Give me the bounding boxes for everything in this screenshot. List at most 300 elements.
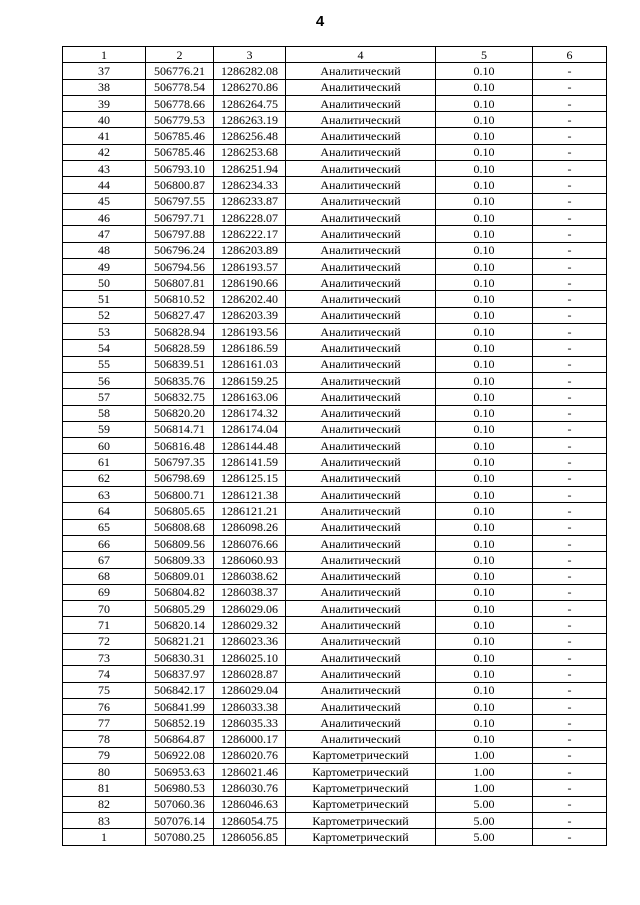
point-number-cell: 64 xyxy=(63,503,146,519)
accuracy-cell: 0.10 xyxy=(436,226,533,242)
y-coordinate-cell: 1286203.39 xyxy=(214,307,286,323)
accuracy-cell: 0.10 xyxy=(436,291,533,307)
note-cell: - xyxy=(533,503,607,519)
y-coordinate-cell: 1286144.48 xyxy=(214,438,286,454)
y-coordinate-cell: 1286251.94 xyxy=(214,161,286,177)
note-cell: - xyxy=(533,291,607,307)
table-row xyxy=(63,584,607,600)
method-cell: Аналитический xyxy=(286,79,436,95)
table-row xyxy=(63,812,607,828)
accuracy-cell: 0.10 xyxy=(436,731,533,747)
method-cell: Аналитический xyxy=(286,601,436,617)
y-coordinate-cell: 1286202.40 xyxy=(214,291,286,307)
note-cell: - xyxy=(533,144,607,160)
note-cell: - xyxy=(533,177,607,193)
accuracy-cell: 0.10 xyxy=(436,584,533,600)
x-coordinate-cell: 506816.48 xyxy=(146,438,214,454)
y-coordinate-cell: 1286174.32 xyxy=(214,405,286,421)
point-number-cell: 58 xyxy=(63,405,146,421)
column-header: 2 xyxy=(146,47,214,63)
note-cell: - xyxy=(533,487,607,503)
table-body xyxy=(63,63,607,845)
y-coordinate-cell: 1286193.56 xyxy=(214,324,286,340)
accuracy-cell: 0.10 xyxy=(436,112,533,128)
method-cell: Аналитический xyxy=(286,568,436,584)
accuracy-cell: 0.10 xyxy=(436,372,533,388)
method-cell: Аналитический xyxy=(286,487,436,503)
point-number-cell: 69 xyxy=(63,584,146,600)
note-cell: - xyxy=(533,226,607,242)
method-cell: Аналитический xyxy=(286,63,436,79)
y-coordinate-cell: 1286035.33 xyxy=(214,715,286,731)
note-cell: - xyxy=(533,584,607,600)
column-header: 4 xyxy=(286,47,436,63)
point-number-cell: 79 xyxy=(63,747,146,763)
note-cell: - xyxy=(533,601,607,617)
y-coordinate-cell: 1286256.48 xyxy=(214,128,286,144)
method-cell: Аналитический xyxy=(286,291,436,307)
accuracy-cell: 0.10 xyxy=(436,258,533,274)
x-coordinate-cell: 506798.69 xyxy=(146,470,214,486)
point-number-cell: 42 xyxy=(63,144,146,160)
y-coordinate-cell: 1286264.75 xyxy=(214,95,286,111)
y-coordinate-cell: 1286222.17 xyxy=(214,226,286,242)
x-coordinate-cell: 506800.71 xyxy=(146,487,214,503)
y-coordinate-cell: 1286203.89 xyxy=(214,242,286,258)
y-coordinate-cell: 1286228.07 xyxy=(214,209,286,225)
table-row xyxy=(63,340,607,356)
x-coordinate-cell: 506797.55 xyxy=(146,193,214,209)
table-row xyxy=(63,617,607,633)
note-cell: - xyxy=(533,193,607,209)
point-number-cell: 55 xyxy=(63,356,146,372)
point-number-cell: 83 xyxy=(63,812,146,828)
x-coordinate-cell: 507076.14 xyxy=(146,812,214,828)
note-cell: - xyxy=(533,649,607,665)
y-coordinate-cell: 1286029.32 xyxy=(214,617,286,633)
table-row xyxy=(63,649,607,665)
accuracy-cell: 0.10 xyxy=(436,307,533,323)
x-coordinate-cell: 506797.71 xyxy=(146,209,214,225)
note-cell: - xyxy=(533,438,607,454)
y-coordinate-cell: 1286121.21 xyxy=(214,503,286,519)
y-coordinate-cell: 1286028.87 xyxy=(214,666,286,682)
x-coordinate-cell: 507060.36 xyxy=(146,796,214,812)
method-cell: Картометрический xyxy=(286,747,436,763)
x-coordinate-cell: 506820.14 xyxy=(146,617,214,633)
table-row xyxy=(63,291,607,307)
table-row xyxy=(63,128,607,144)
note-cell: - xyxy=(533,780,607,796)
x-coordinate-cell: 506832.75 xyxy=(146,389,214,405)
note-cell: - xyxy=(533,258,607,274)
table-row xyxy=(63,242,607,258)
note-cell: - xyxy=(533,324,607,340)
table-row xyxy=(63,633,607,649)
accuracy-cell: 0.10 xyxy=(436,454,533,470)
point-number-cell: 63 xyxy=(63,487,146,503)
note-cell: - xyxy=(533,242,607,258)
method-cell: Аналитический xyxy=(286,438,436,454)
y-coordinate-cell: 1286190.66 xyxy=(214,275,286,291)
method-cell: Аналитический xyxy=(286,258,436,274)
note-cell: - xyxy=(533,161,607,177)
x-coordinate-cell: 506778.66 xyxy=(146,95,214,111)
method-cell: Аналитический xyxy=(286,519,436,535)
y-coordinate-cell: 1286046.63 xyxy=(214,796,286,812)
accuracy-cell: 1.00 xyxy=(436,764,533,780)
point-number-cell: 49 xyxy=(63,258,146,274)
point-number-cell: 51 xyxy=(63,291,146,307)
point-number-cell: 1 xyxy=(63,829,146,845)
x-coordinate-cell: 506821.21 xyxy=(146,633,214,649)
point-number-cell: 37 xyxy=(63,63,146,79)
method-cell: Аналитический xyxy=(286,617,436,633)
x-coordinate-cell: 506953.63 xyxy=(146,764,214,780)
point-number-cell: 77 xyxy=(63,715,146,731)
x-coordinate-cell: 506820.20 xyxy=(146,405,214,421)
column-header: 6 xyxy=(533,47,607,63)
method-cell: Аналитический xyxy=(286,454,436,470)
table-row xyxy=(63,307,607,323)
x-coordinate-cell: 506785.46 xyxy=(146,144,214,160)
note-cell: - xyxy=(533,617,607,633)
x-coordinate-cell: 506785.46 xyxy=(146,128,214,144)
note-cell: - xyxy=(533,128,607,144)
note-cell: - xyxy=(533,519,607,535)
table-row xyxy=(63,95,607,111)
y-coordinate-cell: 1286054.75 xyxy=(214,812,286,828)
y-coordinate-cell: 1286163.06 xyxy=(214,389,286,405)
point-number-cell: 46 xyxy=(63,209,146,225)
x-coordinate-cell: 506796.24 xyxy=(146,242,214,258)
y-coordinate-cell: 1286060.93 xyxy=(214,552,286,568)
method-cell: Аналитический xyxy=(286,161,436,177)
note-cell: - xyxy=(533,421,607,437)
x-coordinate-cell: 506980.53 xyxy=(146,780,214,796)
y-coordinate-cell: 1286029.06 xyxy=(214,601,286,617)
point-number-cell: 81 xyxy=(63,780,146,796)
method-cell: Аналитический xyxy=(286,633,436,649)
y-coordinate-cell: 1286263.19 xyxy=(214,112,286,128)
note-cell: - xyxy=(533,405,607,421)
note-cell: - xyxy=(533,796,607,812)
accuracy-cell: 1.00 xyxy=(436,747,533,763)
method-cell: Аналитический xyxy=(286,584,436,600)
accuracy-cell: 0.10 xyxy=(436,633,533,649)
table-row xyxy=(63,503,607,519)
method-cell: Аналитический xyxy=(286,715,436,731)
accuracy-cell: 0.10 xyxy=(436,193,533,209)
accuracy-cell: 0.10 xyxy=(436,601,533,617)
x-coordinate-cell: 506809.56 xyxy=(146,535,214,551)
table-row xyxy=(63,764,607,780)
note-cell: - xyxy=(533,633,607,649)
accuracy-cell: 0.10 xyxy=(436,128,533,144)
note-cell: - xyxy=(533,764,607,780)
note-cell: - xyxy=(533,698,607,714)
note-cell: - xyxy=(533,79,607,95)
point-number-cell: 70 xyxy=(63,601,146,617)
point-number-cell: 74 xyxy=(63,666,146,682)
method-cell: Аналитический xyxy=(286,128,436,144)
y-coordinate-cell: 1286056.85 xyxy=(214,829,286,845)
x-coordinate-cell: 506922.08 xyxy=(146,747,214,763)
x-coordinate-cell: 506864.87 xyxy=(146,731,214,747)
accuracy-cell: 0.10 xyxy=(436,682,533,698)
accuracy-cell: 0.10 xyxy=(436,389,533,405)
y-coordinate-cell: 1286033.38 xyxy=(214,698,286,714)
table-row xyxy=(63,324,607,340)
x-coordinate-cell: 506827.47 xyxy=(146,307,214,323)
accuracy-cell: 0.10 xyxy=(436,649,533,665)
y-coordinate-cell: 1286121.38 xyxy=(214,487,286,503)
accuracy-cell: 5.00 xyxy=(436,796,533,812)
y-coordinate-cell: 1286233.87 xyxy=(214,193,286,209)
x-coordinate-cell: 507080.25 xyxy=(146,829,214,845)
y-coordinate-cell: 1286141.59 xyxy=(214,454,286,470)
x-coordinate-cell: 506830.31 xyxy=(146,649,214,665)
accuracy-cell: 0.10 xyxy=(436,535,533,551)
note-cell: - xyxy=(533,470,607,486)
note-cell: - xyxy=(533,552,607,568)
y-coordinate-cell: 1286098.26 xyxy=(214,519,286,535)
point-number-cell: 47 xyxy=(63,226,146,242)
table-row xyxy=(63,698,607,714)
accuracy-cell: 0.10 xyxy=(436,161,533,177)
method-cell: Картометрический xyxy=(286,764,436,780)
method-cell: Картометрический xyxy=(286,829,436,845)
x-coordinate-cell: 506797.35 xyxy=(146,454,214,470)
table-row xyxy=(63,454,607,470)
note-cell: - xyxy=(533,682,607,698)
x-coordinate-cell: 506779.53 xyxy=(146,112,214,128)
accuracy-cell: 0.10 xyxy=(436,209,533,225)
accuracy-cell: 0.10 xyxy=(436,324,533,340)
point-number-cell: 71 xyxy=(63,617,146,633)
point-number-cell: 78 xyxy=(63,731,146,747)
table-row xyxy=(63,487,607,503)
y-coordinate-cell: 1286030.76 xyxy=(214,780,286,796)
table-row xyxy=(63,519,607,535)
note-cell: - xyxy=(533,356,607,372)
y-coordinate-cell: 1286023.36 xyxy=(214,633,286,649)
accuracy-cell: 0.10 xyxy=(436,356,533,372)
y-coordinate-cell: 1286038.62 xyxy=(214,568,286,584)
x-coordinate-cell: 506800.87 xyxy=(146,177,214,193)
x-coordinate-cell: 506810.52 xyxy=(146,291,214,307)
point-number-cell: 48 xyxy=(63,242,146,258)
y-coordinate-cell: 1286270.86 xyxy=(214,79,286,95)
table-row xyxy=(63,470,607,486)
table-row xyxy=(63,112,607,128)
x-coordinate-cell: 506805.65 xyxy=(146,503,214,519)
table-row xyxy=(63,666,607,682)
method-cell: Аналитический xyxy=(286,552,436,568)
method-cell: Аналитический xyxy=(286,324,436,340)
point-number-cell: 66 xyxy=(63,535,146,551)
note-cell: - xyxy=(533,812,607,828)
point-number-cell: 60 xyxy=(63,438,146,454)
note-cell: - xyxy=(533,307,607,323)
method-cell: Аналитический xyxy=(286,226,436,242)
note-cell: - xyxy=(533,731,607,747)
table-row xyxy=(63,829,607,845)
point-number-cell: 41 xyxy=(63,128,146,144)
note-cell: - xyxy=(533,340,607,356)
point-number-cell: 67 xyxy=(63,552,146,568)
method-cell: Аналитический xyxy=(286,649,436,665)
accuracy-cell: 5.00 xyxy=(436,829,533,845)
x-coordinate-cell: 506793.10 xyxy=(146,161,214,177)
table-row xyxy=(63,405,607,421)
table-row xyxy=(63,780,607,796)
method-cell: Аналитический xyxy=(286,503,436,519)
note-cell: - xyxy=(533,747,607,763)
point-number-cell: 39 xyxy=(63,95,146,111)
table-row xyxy=(63,601,607,617)
accuracy-cell: 5.00 xyxy=(436,812,533,828)
accuracy-cell: 0.10 xyxy=(436,698,533,714)
point-number-cell: 61 xyxy=(63,454,146,470)
note-cell: - xyxy=(533,666,607,682)
x-coordinate-cell: 506842.17 xyxy=(146,682,214,698)
table-row xyxy=(63,796,607,812)
accuracy-cell: 0.10 xyxy=(436,503,533,519)
table-row xyxy=(63,144,607,160)
point-number-cell: 57 xyxy=(63,389,146,405)
table-header-row xyxy=(63,47,607,63)
y-coordinate-cell: 1286021.46 xyxy=(214,764,286,780)
method-cell: Аналитический xyxy=(286,731,436,747)
accuracy-cell: 0.10 xyxy=(436,242,533,258)
accuracy-cell: 0.10 xyxy=(436,617,533,633)
accuracy-cell: 0.10 xyxy=(436,275,533,291)
method-cell: Аналитический xyxy=(286,405,436,421)
accuracy-cell: 0.10 xyxy=(436,568,533,584)
y-coordinate-cell: 1286020.76 xyxy=(214,747,286,763)
accuracy-cell: 1.00 xyxy=(436,780,533,796)
table-row xyxy=(63,568,607,584)
method-cell: Аналитический xyxy=(286,356,436,372)
method-cell: Аналитический xyxy=(286,389,436,405)
note-cell: - xyxy=(533,275,607,291)
x-coordinate-cell: 506809.33 xyxy=(146,552,214,568)
accuracy-cell: 0.10 xyxy=(436,340,533,356)
note-cell: - xyxy=(533,829,607,845)
accuracy-cell: 0.10 xyxy=(436,95,533,111)
table-row xyxy=(63,372,607,388)
point-number-cell: 45 xyxy=(63,193,146,209)
x-coordinate-cell: 506852.19 xyxy=(146,715,214,731)
point-number-cell: 40 xyxy=(63,112,146,128)
method-cell: Картометрический xyxy=(286,812,436,828)
x-coordinate-cell: 506837.97 xyxy=(146,666,214,682)
method-cell: Аналитический xyxy=(286,95,436,111)
accuracy-cell: 0.10 xyxy=(436,487,533,503)
accuracy-cell: 0.10 xyxy=(436,177,533,193)
accuracy-cell: 0.10 xyxy=(436,405,533,421)
x-coordinate-cell: 506808.68 xyxy=(146,519,214,535)
x-coordinate-cell: 506841.99 xyxy=(146,698,214,714)
method-cell: Аналитический xyxy=(286,112,436,128)
x-coordinate-cell: 506828.59 xyxy=(146,340,214,356)
method-cell: Картометрический xyxy=(286,796,436,812)
table-row xyxy=(63,438,607,454)
method-cell: Аналитический xyxy=(286,177,436,193)
method-cell: Аналитический xyxy=(286,193,436,209)
note-cell: - xyxy=(533,535,607,551)
note-cell: - xyxy=(533,63,607,79)
x-coordinate-cell: 506814.71 xyxy=(146,421,214,437)
point-number-cell: 52 xyxy=(63,307,146,323)
point-number-cell: 65 xyxy=(63,519,146,535)
x-coordinate-cell: 506835.76 xyxy=(146,372,214,388)
y-coordinate-cell: 1286076.66 xyxy=(214,535,286,551)
table-row xyxy=(63,258,607,274)
method-cell: Аналитический xyxy=(286,421,436,437)
y-coordinate-cell: 1286282.08 xyxy=(214,63,286,79)
table-row xyxy=(63,275,607,291)
table-row xyxy=(63,193,607,209)
table-row xyxy=(63,226,607,242)
accuracy-cell: 0.10 xyxy=(436,438,533,454)
method-cell: Аналитический xyxy=(286,470,436,486)
table-row xyxy=(63,389,607,405)
point-number-cell: 53 xyxy=(63,324,146,340)
table-row xyxy=(63,79,607,95)
y-coordinate-cell: 1286234.33 xyxy=(214,177,286,193)
accuracy-cell: 0.10 xyxy=(436,421,533,437)
y-coordinate-cell: 1286000.17 xyxy=(214,731,286,747)
note-cell: - xyxy=(533,454,607,470)
column-header: 1 xyxy=(63,47,146,63)
y-coordinate-cell: 1286038.37 xyxy=(214,584,286,600)
method-cell: Аналитический xyxy=(286,307,436,323)
point-number-cell: 50 xyxy=(63,275,146,291)
table-row xyxy=(63,356,607,372)
point-number-cell: 76 xyxy=(63,698,146,714)
point-number-cell: 54 xyxy=(63,340,146,356)
x-coordinate-cell: 506804.82 xyxy=(146,584,214,600)
point-number-cell: 38 xyxy=(63,79,146,95)
x-coordinate-cell: 506797.88 xyxy=(146,226,214,242)
note-cell: - xyxy=(533,389,607,405)
y-coordinate-cell: 1286174.04 xyxy=(214,421,286,437)
method-cell: Аналитический xyxy=(286,340,436,356)
table-row xyxy=(63,747,607,763)
page-number: 4 xyxy=(315,13,325,30)
y-coordinate-cell: 1286125.15 xyxy=(214,470,286,486)
method-cell: Картометрический xyxy=(286,780,436,796)
point-number-cell: 82 xyxy=(63,796,146,812)
x-coordinate-cell: 506794.56 xyxy=(146,258,214,274)
x-coordinate-cell: 506839.51 xyxy=(146,356,214,372)
accuracy-cell: 0.10 xyxy=(436,552,533,568)
accuracy-cell: 0.10 xyxy=(436,470,533,486)
table-row xyxy=(63,63,607,79)
note-cell: - xyxy=(533,372,607,388)
point-number-cell: 80 xyxy=(63,764,146,780)
method-cell: Аналитический xyxy=(286,372,436,388)
table-row xyxy=(63,421,607,437)
method-cell: Аналитический xyxy=(286,144,436,160)
table-row xyxy=(63,177,607,193)
y-coordinate-cell: 1286025.10 xyxy=(214,649,286,665)
accuracy-cell: 0.10 xyxy=(436,63,533,79)
note-cell: - xyxy=(533,715,607,731)
method-cell: Аналитический xyxy=(286,535,436,551)
